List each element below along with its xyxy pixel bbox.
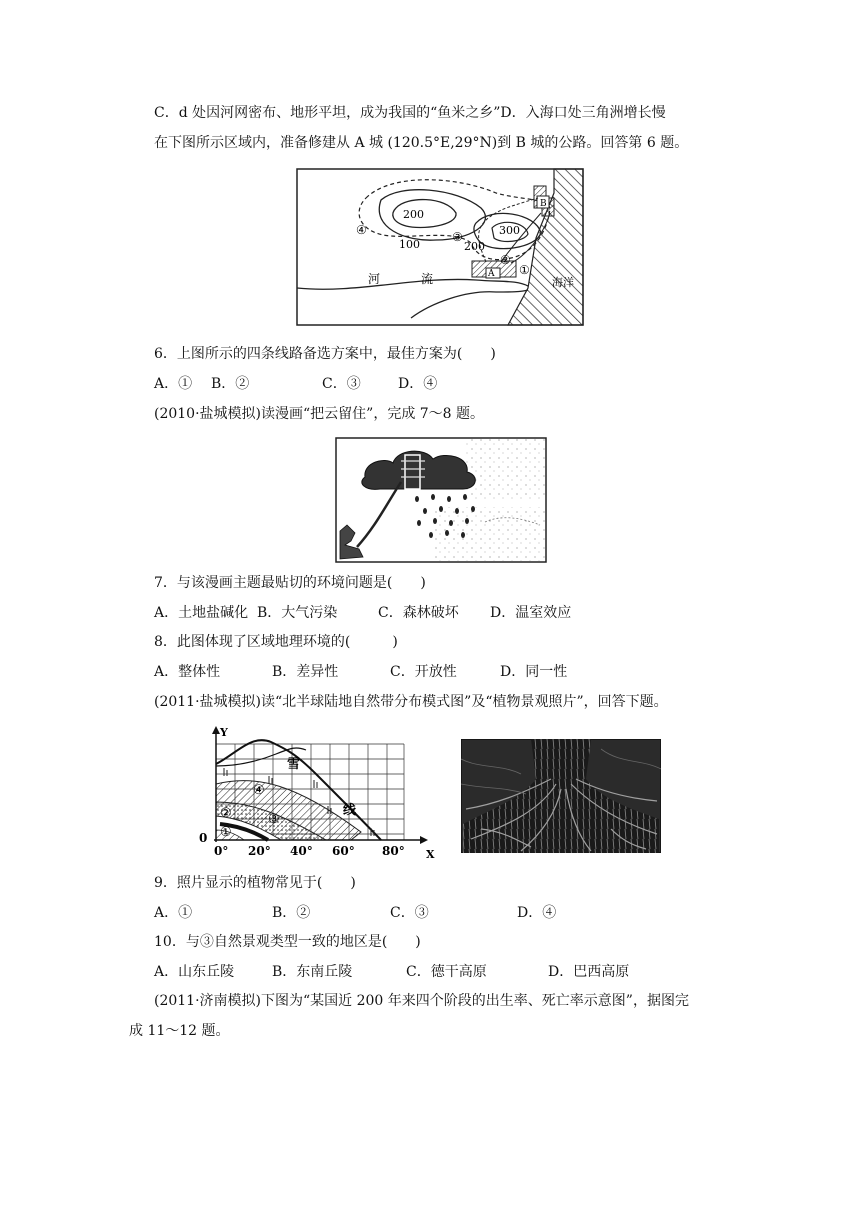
q10-option-a[interactable]: A．山东丘陵 xyxy=(154,964,235,980)
zone-label-3: ③ xyxy=(268,812,280,827)
contour-label-300: 300 xyxy=(499,224,520,237)
q8-option-b[interactable]: B．差异性 xyxy=(272,664,339,680)
question-8: 8．此图体现了区域地理环境的( ) xyxy=(154,634,398,650)
question-6-intro: 在下图所示区域内，准备修建从 A 城 (120.5°E,29°N)到 B 城的公路。回答第 6 题。 xyxy=(154,135,689,151)
zone-label-4: ④ xyxy=(253,783,265,798)
snow-char-1: 雪 xyxy=(287,757,301,772)
q10-option-d[interactable]: D．巴西高原 xyxy=(548,964,630,980)
zone-label-2: ② xyxy=(220,806,232,821)
q9-option-c[interactable]: C．③ xyxy=(390,905,429,921)
q6-option-c[interactable]: C．③ xyxy=(322,376,361,392)
option-c-line: C．d 处因河网密布、地形平坦，成为我国的“鱼米之乡”D．入海口处三角洲增长慢 xyxy=(154,105,666,121)
city-b-label: B xyxy=(540,199,547,209)
origin-label: 0 xyxy=(199,831,208,845)
zone-label-1: ① xyxy=(220,825,232,840)
q7-option-b[interactable]: B．大气污染 xyxy=(257,605,338,621)
route-map-figure xyxy=(296,168,584,326)
q6-option-d[interactable]: D．④ xyxy=(398,376,438,392)
ocean-label: 海洋 xyxy=(552,276,574,289)
question-11-intro-line-2: 成 11～12 题。 xyxy=(129,1023,230,1039)
x-tick-40: 40° xyxy=(290,844,313,858)
q10-option-c[interactable]: C．德干高原 xyxy=(406,964,487,980)
q6-option-a[interactable]: A．① xyxy=(154,376,193,392)
snow-char-2: 线 xyxy=(343,803,357,818)
natural-zone-diagram xyxy=(196,724,441,860)
q9-option-b[interactable]: B．② xyxy=(272,905,311,921)
route-label-3: ③ xyxy=(452,230,463,244)
plant-photo xyxy=(461,739,661,853)
route-label-2: ② xyxy=(500,253,511,267)
x-tick-60: 60° xyxy=(332,844,355,858)
x-tick-0: 0° xyxy=(214,844,229,858)
q8-option-c[interactable]: C．开放性 xyxy=(390,664,457,680)
question-10: 10．与③自然景观类型一致的地区是( ) xyxy=(154,934,421,950)
question-7-8-intro: (2010·盐城模拟)读漫画“把云留住”，完成 7～8 题。 xyxy=(154,406,485,422)
x-tick-80: 80° xyxy=(382,844,405,858)
city-a-label: A xyxy=(488,269,495,279)
question-7: 7．与该漫画主题最贴切的环境问题是( ) xyxy=(154,575,426,591)
q6-option-b[interactable]: B．② xyxy=(211,376,250,392)
contour-label-100: 100 xyxy=(399,238,420,251)
q8-option-a[interactable]: A．整体性 xyxy=(154,664,221,680)
q9-option-d[interactable]: D．④ xyxy=(517,905,557,921)
y-axis-label: Y xyxy=(220,726,228,739)
contour-label-200-right: 200 xyxy=(464,240,485,253)
x-axis-label: X xyxy=(426,848,435,860)
contour-label-200-left: 200 xyxy=(403,208,424,221)
q10-option-b[interactable]: B．东南丘陵 xyxy=(272,964,353,980)
q7-option-a[interactable]: A．土地盐碱化 xyxy=(154,605,249,621)
question-11-intro-line-1: (2011·济南模拟)下图为“某国近 200 年来四个阶段的出生率、死亡率示意图”，据图完 xyxy=(154,993,689,1009)
cartoon-figure xyxy=(335,437,547,563)
q7-option-c[interactable]: C．森林破坏 xyxy=(378,605,459,621)
q8-option-d[interactable]: D．同一性 xyxy=(500,664,568,680)
route-label-1: ① xyxy=(519,263,530,277)
x-tick-20: 20° xyxy=(248,844,271,858)
question-9-intro: (2011·盐城模拟)读“北半球陆地自然带分布模式图”及“植物景观照片”，回答下题。 xyxy=(154,694,668,710)
route-label-4: ④ xyxy=(356,223,367,237)
question-9: 9．照片显示的植物常见于( ) xyxy=(154,875,356,891)
river-char-1: 河 xyxy=(368,272,381,286)
river-char-2: 流 xyxy=(421,272,434,286)
q9-option-a[interactable]: A．① xyxy=(154,905,193,921)
question-6: 6．上图所示的四条线路备选方案中，最佳方案为( ) xyxy=(154,346,496,362)
q7-option-d[interactable]: D．温室效应 xyxy=(490,605,572,621)
